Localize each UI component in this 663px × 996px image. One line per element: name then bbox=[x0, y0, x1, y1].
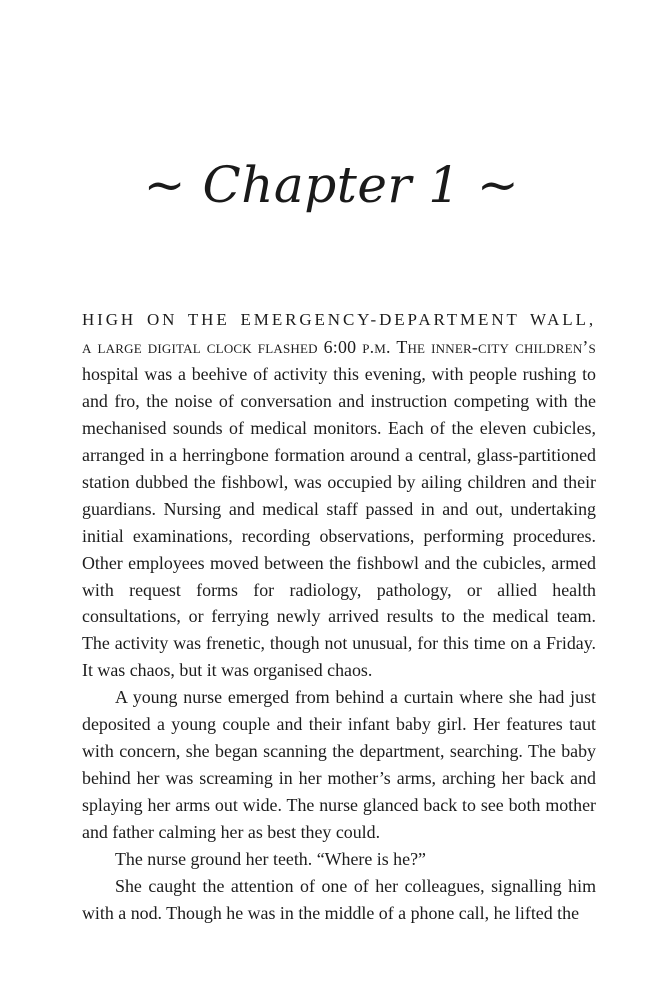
paragraph bbox=[82, 307, 596, 684]
paragraph: A young nurse emerged from behind a curtain where she had just deposited a young couple and their infant baby girl. Her features taut with concern, she began scanning the department, searching. The baby behind her was screaming in her mother’s arms, arching her back and splaying her arms out wide. The nurse glanced back to see both mother and father calming her as best they could. bbox=[82, 687, 596, 843]
paragraph-text: hospital was a beehive of activity this evening, with people rushing to and fro, the noise of conversation and instruction competing with the mechanised sounds of medical monitors. Each of the eleven cubicles, arranged in a herringbone formation around a central, glass-partitioned station dubbed the fishbowl, was occupied by ailing children and their guardians. Nursing and medical staff passed in and out, undertaking initial examinations, recording observations, performing procedures. Other employees moved between the fishbowl and the cubicles, armed with request forms for radiology, pathology, or allied health consultations, or ferrying newly arrived results to the medical team. The activity was frenetic, though not unusual, for this time on a Friday. It was chaos, but it was organised chaos. bbox=[82, 363, 596, 681]
chapter-text bbox=[82, 307, 596, 927]
paragraph: The nurse ground her teeth. “Where is he?” bbox=[115, 849, 426, 870]
opening-line-small-caps: a large digital clock flashed 6:00 p.m. The inner-city children’s bbox=[82, 336, 596, 357]
opening-line-caps: HIGH ON THE EMERGENCY-DEPARTMENT WALL, bbox=[82, 310, 596, 329]
paragraph: She caught the attention of one of her colleagues, signalling him with a nod. Though he was in the middle of a phone call, he lifted the bbox=[82, 876, 596, 923]
chapter-heading: ~ Chapter 1 ~ bbox=[143, 156, 520, 214]
